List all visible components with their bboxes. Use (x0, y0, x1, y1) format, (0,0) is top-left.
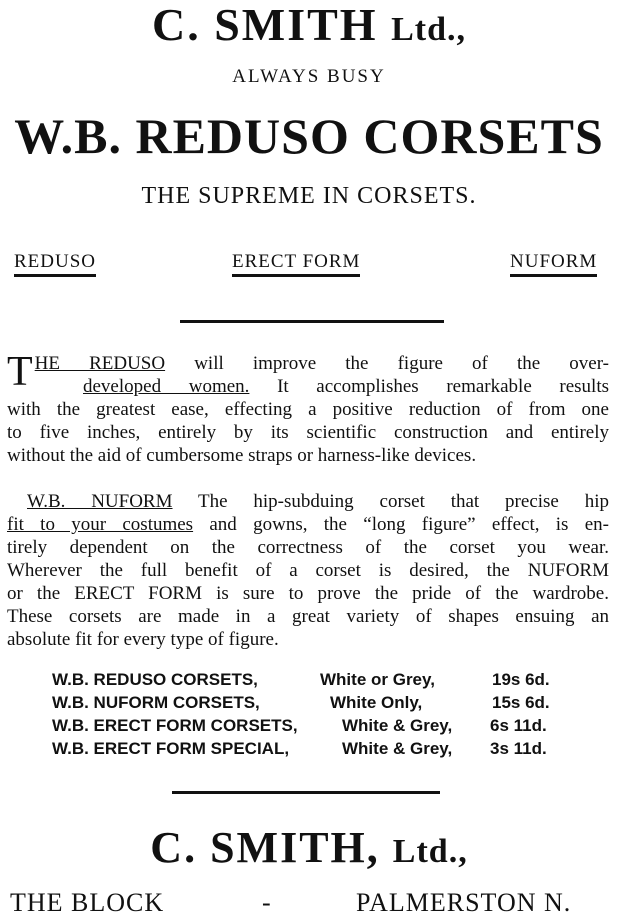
address-separator: - (262, 888, 272, 917)
brand-headline: W.B. REDUSO CORSETS (14, 108, 604, 164)
model-reduso: REDUSO (14, 251, 96, 277)
paragraph-line: to five inches, entirely by its scientific construction and entirely (7, 422, 609, 443)
price-amount: 15s 6d. (492, 693, 550, 712)
subtitle: THE SUPREME IN CORSETS. (141, 183, 477, 209)
paragraph-text: and gowns, the “long figure” effect, is en- (209, 514, 610, 535)
price-colour: White Only, (330, 693, 423, 712)
paragraph-line (7, 513, 609, 536)
company-name-bottom (0, 824, 618, 876)
address-left: THE BLOCK (10, 888, 165, 917)
price-item: W.B. ERECT FORM SPECIAL, (52, 739, 290, 758)
paragraph-line: absolute fit for every type of figure. (7, 629, 279, 650)
paragraph-text: It accomplishes remarkable results (277, 376, 610, 397)
paragraph-text: The hip-subduing corset that precise hip (198, 491, 609, 512)
divider-bottom (172, 791, 440, 794)
paragraph-line (7, 490, 609, 513)
paragraph-line: Wherever the full benefit of a corset is desired, the NUFORM (7, 560, 609, 581)
paragraph-nuform (7, 490, 609, 651)
price-item: W.B. REDUSO CORSETS, (52, 670, 258, 689)
price-list (52, 668, 562, 760)
reduso-lead: HE REDUSO (34, 353, 166, 374)
price-row (52, 714, 562, 737)
model-nuform: NUFORM (510, 251, 597, 277)
paragraph-line: These corsets are made in a great variety of shapes ensuing an (7, 606, 609, 627)
paragraph-line: with the greatest ease, effecting a positive reduction of from one (7, 399, 609, 420)
price-row (52, 691, 562, 714)
nuform-lead: W.B. NUFORM (27, 491, 173, 512)
price-colour: White or Grey, (320, 670, 435, 689)
price-amount: 19s 6d. (492, 670, 550, 689)
drop-cap: T (7, 349, 33, 395)
price-item: W.B. NUFORM CORSETS, (52, 693, 260, 712)
paragraph-line (7, 352, 609, 375)
company-suffix: Ltd., (391, 11, 466, 48)
paragraph-reduso (7, 349, 610, 467)
tagline: ALWAYS BUSY (232, 66, 386, 87)
company-name: C. SMITH (151, 0, 378, 50)
company-suffix: Ltd., (392, 833, 468, 870)
price-amount: 3s 11d. (490, 739, 547, 758)
paragraph-line: or the ERECT FORM is sure to prove the pride of the wardrobe. (7, 583, 609, 604)
paragraph-line: without the aid of cumbersome straps or harness-like devices. (7, 445, 477, 466)
address-right: PALMERSTON N. (356, 888, 572, 917)
underlined-phrase: fit to your costumes (7, 514, 194, 535)
divider-top (180, 320, 444, 323)
price-row (52, 668, 562, 691)
price-row (52, 737, 562, 760)
price-amount: 6s 11d. (490, 716, 547, 735)
underlined-phrase: developed women. (83, 376, 250, 397)
model-erect-form: ERECT FORM (232, 251, 360, 277)
price-colour: White & Grey, (342, 716, 453, 735)
company-name-top (0, 0, 618, 55)
paragraph-line (7, 375, 609, 398)
paragraph-text: will improve the figure of the over- (194, 353, 610, 374)
paragraph-line: tirely dependent on the correctness of the corset you wear. (7, 537, 609, 558)
price-colour: White & Grey, (342, 739, 453, 758)
price-item: W.B. ERECT FORM CORSETS, (52, 716, 298, 735)
company-name: C. SMITH, (150, 823, 380, 872)
